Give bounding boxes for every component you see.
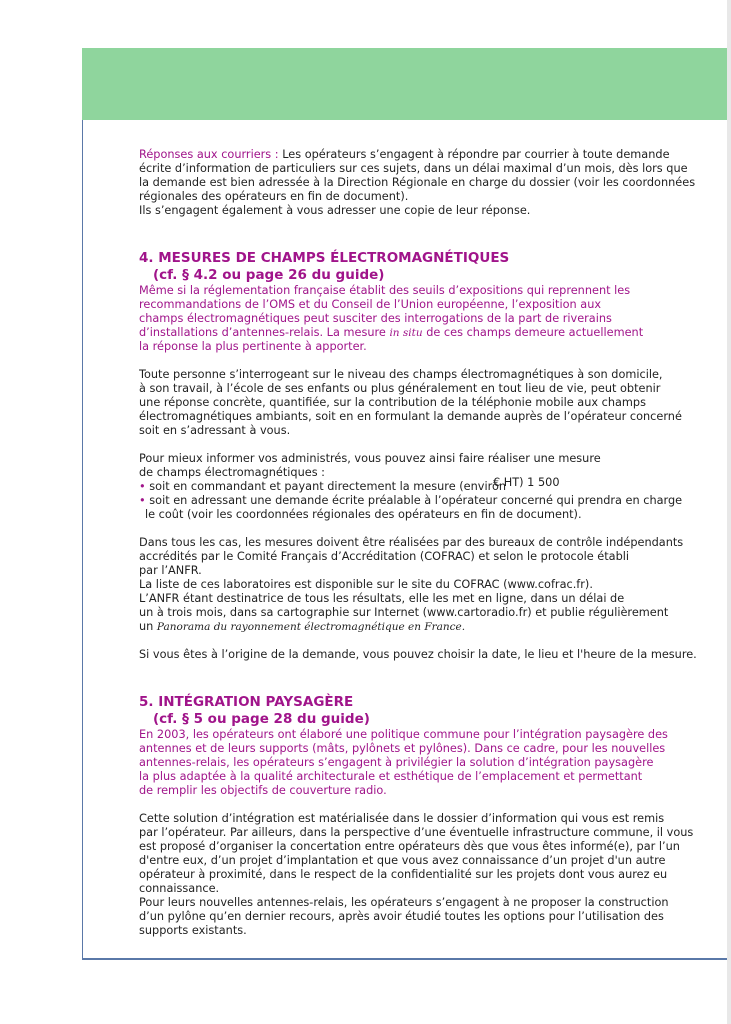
- s4-para5: Si vous êtes à l’origine de la demande, vous pouvez choisir la date, le lieu et l'heure de la mesure.: [139, 648, 697, 661]
- s4-para2-3: une réponse concrète, quantifiée, sur la contribution de la téléphonie mobile aux champs: [139, 396, 646, 409]
- s5-intro-3: antennes-relais, les opérateurs s’engagent à privilégier la solution d’intégration paysagère: [139, 756, 654, 769]
- s5-intro-1: En 2003, les opérateurs ont élaboré une politique commune pour l’intégration paysagère des: [139, 728, 668, 741]
- s5-para2-8: d’un pylône qu’en dernier recours, après avoir étudié toutes les options pour l’utilisation des: [139, 910, 664, 923]
- price-overlay: € HT) 1 500: [493, 476, 560, 489]
- s5-para2-4: d'entre eux, d’un projet d’implantation et que vous avez connaissance d’un projet d'un autre: [139, 854, 666, 867]
- p1-label: Réponses aux courriers :: [139, 148, 279, 161]
- s4-para2-5: soit en s’adressant à vous.: [139, 424, 291, 437]
- section-5-title: 5. INTÉGRATION PAYSAGÈRE: [139, 694, 354, 710]
- s5-para2-1: Cette solution d’intégration est matérialisée dans le dossier d’information qui vous est remis: [139, 812, 665, 825]
- frame-left-rule: [82, 120, 83, 959]
- s5-intro-5: de remplir les objectifs de couverture radio.: [139, 784, 387, 797]
- section-5-ref: (cf. § 5 ou page 28 du guide): [153, 711, 370, 727]
- p1-line-5: Ils s’engagent également à vous adresser une copie de leur réponse.: [139, 204, 531, 217]
- p1-text: Les opérateurs s’engagent à répondre par courrier à toute demande: [278, 148, 670, 161]
- s4-para2-1: Toute personne s’interrogeant sur le niveau des champs électromagnétiques à son domicile,: [139, 368, 663, 381]
- s4-para4-3: par l’ANFR.: [139, 564, 202, 577]
- section-4-ref: (cf. § 4.2 ou page 26 du guide): [153, 267, 385, 283]
- p1-line-4: régionales des opérateurs en fin de document).: [139, 190, 409, 203]
- bullet-2-text: soit en adressant une demande écrite préalable à l’opérateur concerné qui prendra en charge: [149, 494, 683, 507]
- s4-intro-5: la réponse la plus pertinente à apporter.: [139, 340, 367, 353]
- panorama-title: Panorama du rayonnement électromagnétique en France.: [156, 621, 466, 633]
- s5-intro-4: la plus adaptée à la qualité architecturale et esthétique de l’emplacement et permettant: [139, 770, 643, 783]
- bullet-item-1: [139, 480, 727, 494]
- s5-para2-9: supports existants.: [139, 924, 247, 937]
- s4-intro-4: [139, 326, 727, 340]
- in-situ-text: in situ: [389, 327, 423, 339]
- s4-intro-3: champs électromagnétiques peut susciter des interrogations de la part de riverains: [139, 312, 612, 325]
- s4-intro-4-end: de ces champs demeure actuellement: [422, 326, 644, 339]
- s4-intro-2: recommandations de l’OMS et du Conseil de l’Union européenne, l’exposition aux: [139, 298, 602, 311]
- s4-intro-1: Même si la réglementation française établit des seuils d’expositions qui reprennent les: [139, 284, 631, 297]
- bullet-icon: •: [139, 480, 146, 493]
- document-body: [139, 148, 727, 948]
- s5-para2-6: connaissance.: [139, 882, 220, 895]
- bullet-1-text: soit en commandant et payant directement la mesure (environ: [149, 480, 507, 493]
- s5-para2-7: Pour leurs nouvelles antennes-relais, les opérateurs s’engagent à ne proposer la construction: [139, 896, 669, 909]
- s4-para4-7: [139, 620, 727, 634]
- s5-para2-5: opérateur à proximité, dans le respect de la confidentialité sur les projets dont vous aurez eu: [139, 868, 668, 881]
- section-4-title: 4. MESURES DE CHAMPS ÉLECTROMAGNÉTIQUES: [139, 250, 510, 266]
- bullet-item-2: [139, 494, 727, 508]
- s4-para3-2: de champs électromagnétiques :: [139, 466, 325, 479]
- bullet-2-continuation: le coût (voir les coordonnées régionales des opérateurs en fin de document).: [145, 508, 582, 521]
- header-band: [82, 48, 731, 120]
- p1-line-2: écrite d’information de particuliers sur ces sujets, dans un délai maximal d’un mois, dès lors que: [139, 162, 688, 175]
- s5-para2-2: par l’opérateur. Par ailleurs, dans la perspective d’une éventuelle infrastructure commune, il vous: [139, 826, 694, 839]
- s4-intro-4-text: d’installations d’antennes-relais. La mesure: [139, 326, 390, 339]
- s4-para4-4: La liste de ces laboratoires est disponible sur le site du COFRAC (www.cofrac.fr).: [139, 578, 593, 591]
- s5-para2-3: est proposé d’organiser la concertation entre opérateurs dès que vous êtes informé(e), par l’un: [139, 840, 680, 853]
- bullet-icon: •: [139, 494, 146, 507]
- s4-para4-5: L’ANFR étant destinatrice de tous les résultats, elle les met en ligne, dans un délai de: [139, 592, 625, 605]
- s4-para3-1: Pour mieux informer vos administrés, vous pouvez ainsi faire réaliser une mesure: [139, 452, 601, 465]
- page-edge: [727, 0, 731, 1024]
- s4-para2-4: électromagnétiques ambiants, soit en en formulant la demande auprès de l’opérateur concerné: [139, 410, 682, 423]
- frame-bottom-rule: [82, 958, 727, 960]
- s4-para2-2: à son travail, à l’école de ses enfants ou plus généralement en tout lieu de vie, peut obtenir: [139, 382, 661, 395]
- s4-para4-7-prefix: un: [139, 620, 157, 633]
- s4-para4-6: un à trois mois, dans sa cartographie sur Internet (www.cartoradio.fr) et publie régulièrement: [139, 606, 669, 619]
- s5-intro-2: antennes et de leurs supports (mâts, pylônets et pylônes). Dans ce cadre, pour les nouvelles: [139, 742, 666, 755]
- s4-para4-2: accrédités par le Comité Français d’Accréditation (COFRAC) et selon le protocole établi: [139, 550, 630, 563]
- p1-line-3: la demande est bien adressée à la Direction Régionale en charge du dossier (voir les coordonnées: [139, 176, 696, 189]
- p1-line-1: [139, 148, 727, 162]
- s4-para4-1: Dans tous les cas, les mesures doivent être réalisées par des bureaux de contrôle indépendants: [139, 536, 684, 549]
